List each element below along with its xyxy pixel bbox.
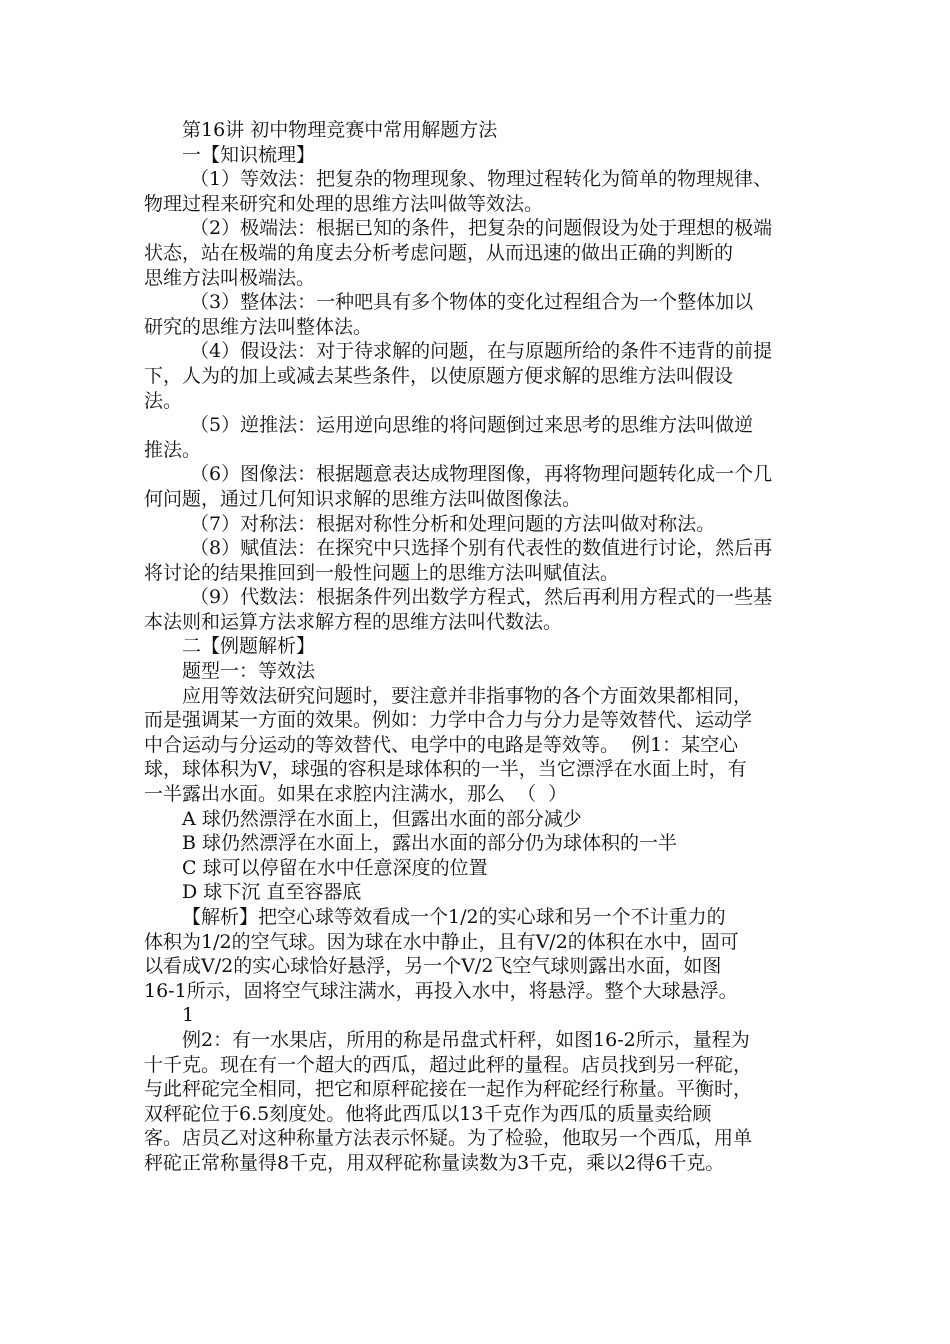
figure-placeholder-number: 1 xyxy=(182,1004,195,1027)
text-line: 双秤砣位于6.5刻度处。他将此西瓜以13千克作为西瓜的质量卖给顾 xyxy=(144,1102,712,1125)
option-c: C 球可以停留在水中任意深度的位置 xyxy=(182,856,488,879)
text-line: （3）整体法：一种吧具有多个物体的变化过程组合为一个整体加以 xyxy=(190,291,754,314)
text-line: 与此秤砣完全相同，把它和原秤砣接在一起作为秤砣经行称量。平衡时， xyxy=(144,1078,753,1101)
analysis-line: 【解析】把空心球等效看成一个1/2的实心球和另一个不计重力的 xyxy=(182,906,726,928)
text-line: 本法则和运算方法求解方程的思维方法叫代数法。 xyxy=(144,610,563,633)
text-line: （8）赋值法：在探究中只选择个别有代表性的数值进行讨论，然后再 xyxy=(190,537,773,560)
text-line: （5）逆推法：运用逆向思维的将问题倒过来思考的思维方法叫做逆 xyxy=(190,414,754,437)
text-line: 研究的思维方法叫整体法。 xyxy=(144,315,373,338)
section-heading: 二【例题解析】 xyxy=(182,635,316,658)
example-2-line: 例2：有一水果店，所用的称是吊盘式杆秤，如图16-2所示，量程为 xyxy=(182,1028,750,1051)
text-line: （4）假设法：对于待求解的问题，在与原题所给的条件不违背的前提 xyxy=(190,340,773,363)
text-line: 客。店员乙对这种称量方法表示怀疑。为了检验，他取另一个西瓜，用单 xyxy=(144,1127,753,1150)
text-line: 将讨论的结果推回到一般性问题上的思维方法叫赋值法。 xyxy=(144,561,620,584)
option-d: D 球下沉 直至容器底 xyxy=(182,881,362,904)
option-b: B 球仍然漂浮在水面上，露出水面的部分仍为球体积的一半 xyxy=(182,832,678,855)
text-line: （1）等效法：把复杂的物理现象、物理过程转化为简单的物理规律、 xyxy=(190,168,773,191)
text-line: 十千克。现在有一个超大的西瓜，超过此秤的量程。店员找到另一秤砣， xyxy=(144,1053,753,1076)
text-line: 下，人为的加上或减去某些条件，以使原题方便求解的思维方法叫假设 xyxy=(144,364,734,387)
text-line: 何问题，通过几何知识求解的思维方法叫做图像法。 xyxy=(144,487,582,510)
text-line: 推法。 xyxy=(144,438,202,461)
subsection-heading: 题型一：等效法 xyxy=(182,660,316,683)
text-line: 状态，站在极端的角度去分析考虑问题，从而迅速的做出正确的判断的 xyxy=(144,241,734,264)
lecture-title: 第16讲 初中物理竞赛中常用解题方法 xyxy=(182,119,498,141)
text-line: 一半露出水面。如果在求腔内注满水，那么 （ ） xyxy=(144,783,568,806)
text-line: 球，球体积为V，球强的容积是球体积的一半，当它漂浮在水面上时，有 xyxy=(144,758,747,781)
option-a: A 球仍然漂浮在水面上，但露出水面的部分减少 xyxy=(182,807,582,830)
text-line: （2）极端法：根据已知的条件，把复杂的问题假设为处于理想的极端 xyxy=(190,217,773,240)
text-line: 而是强调某一方面的效果。例如：力学中合力与分力是等效替代、运动学 xyxy=(144,709,753,732)
text-line: 应用等效法研究问题时，要注意并非指事物的各个方面效果都相同， xyxy=(182,684,753,707)
text-line: 法。 xyxy=(144,389,183,412)
text-line: （7）对称法：根据对称性分析和处理问题的方法叫做对称法。 xyxy=(190,512,716,535)
text-line: 体积为1/2的空气球。因为球在水中静止，且有V/2的体积在水中，固可 xyxy=(144,930,739,953)
text-line: 思维方法叫极端法。 xyxy=(144,266,316,289)
text-line: 以看成V/2的实心球恰好悬浮，另一个V/2飞空气球则露出水面，如图 xyxy=(144,955,722,978)
text-line: 中合运动与分运动的等效替代、电学中的电路是等效等。 例1：某空心 xyxy=(144,733,739,756)
text-line: 16-1所示，固将空气球注满水，再投入水中，将悬浮。整个大球悬浮。 xyxy=(144,979,738,1002)
section-heading: 一【知识梳理】 xyxy=(182,143,316,166)
text-line: 秤砣正常称量得8千克，用双秤砣称量读数为3千克，乘以2得6千克。 xyxy=(144,1151,725,1174)
text-line: （6）图像法：根据题意表达成物理图像，再将物理问题转化成一个几 xyxy=(190,463,773,486)
text-line: 物理过程来研究和处理的思维方法叫做等效法。 xyxy=(144,192,544,215)
text-line: （9）代数法：根据条件列出数学方程式，然后再利用方程式的一些基 xyxy=(190,586,773,609)
